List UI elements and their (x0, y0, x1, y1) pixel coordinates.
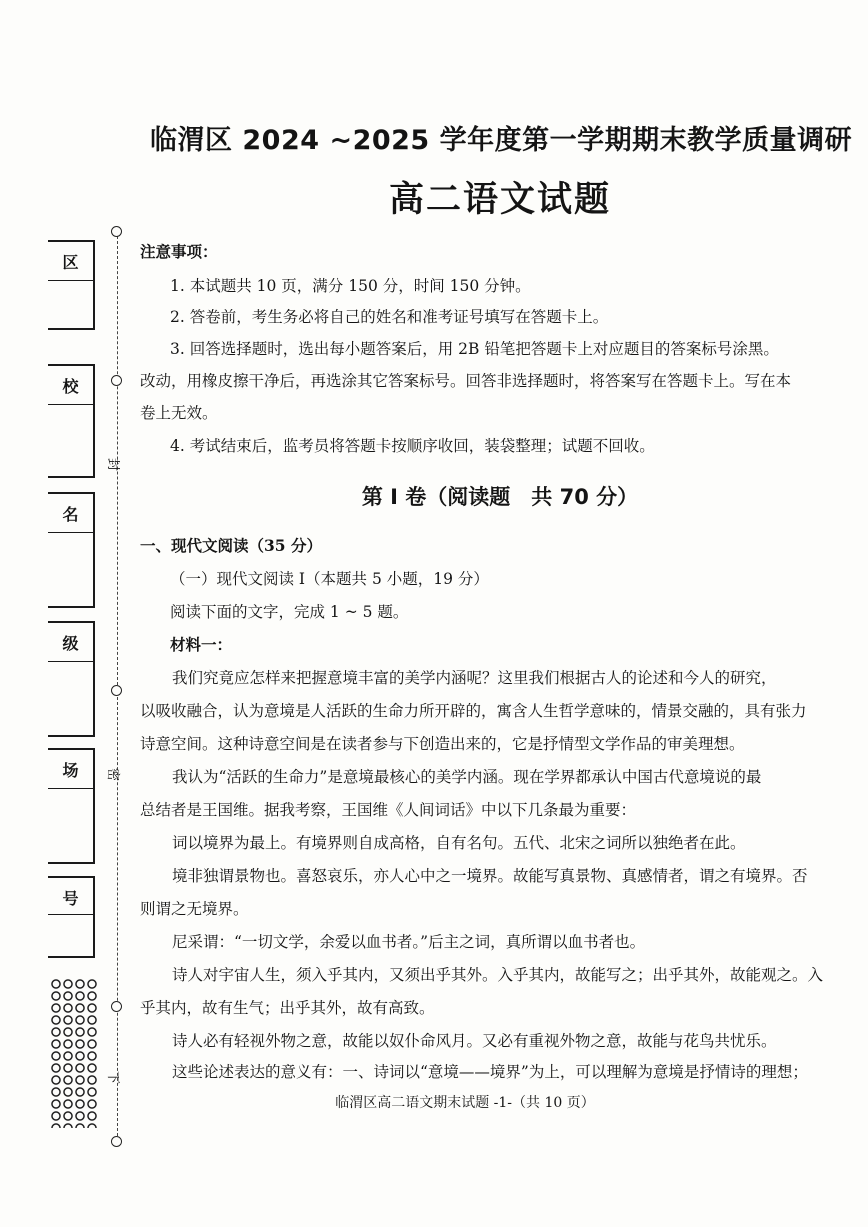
notice-item: 3. 回答选择题时，选出每小题答案后，用 2B 铅笔把答题卡上对应题目的答案标号涂黑。 (170, 340, 779, 358)
passage-line: 我认为“活跃的生命力”是意境最核心的美学内涵。现在学界都承认中国古代意境说的最 (172, 768, 762, 786)
field-label-name: 名 (62, 505, 79, 524)
field-box-edge (93, 621, 95, 737)
seal-circle (111, 1136, 122, 1147)
field-box-edge (93, 876, 95, 958)
notice-heading: 注意事项： (140, 242, 218, 261)
perforation-dots (50, 978, 98, 1128)
field-label-room: 场 (62, 761, 79, 780)
field-divider (48, 788, 93, 789)
passage-line: 我们究竟应怎样来把握意境丰富的美学内涵呢？这里我们根据古人的论述和今人的研究， (172, 669, 777, 687)
section-title: 第 Ⅰ 卷（阅读题 共 70 分） (361, 485, 639, 509)
part-heading: 一、现代文阅读（35 分） (140, 536, 322, 555)
field-box-edge (93, 364, 95, 478)
seal-char-xia: 下 (105, 1070, 121, 1085)
material-label: 材料一： (170, 635, 233, 654)
passage-line: 尼采谓：“一切文学，余爱以血书者。”后主之词，真所谓以血书者也。 (172, 933, 646, 951)
field-label-class: 级 (62, 634, 79, 653)
field-box-edge (93, 492, 95, 608)
field-divider (48, 914, 93, 915)
passage-line: 境非独谓景物也。喜怒哀乐，亦人心中之一境界。故能写真景物、真感情者，谓之有境界。否 (172, 867, 808, 885)
seal-circle (111, 226, 122, 237)
notice-item: 1. 本试题共 10 页，满分 150 分，时间 150 分钟。 (170, 277, 531, 295)
instruction-text: 阅读下面的文字，完成 1 ~ 5 题。 (170, 603, 409, 621)
notice-item: 4. 考试结束后，监考员将答题卡按顺序收回，装袋整理；试题不回收。 (170, 437, 655, 455)
field-label-school: 校 (62, 377, 79, 396)
passage-line: 以吸收融合，认为意境是人活跃的生命力所开辟的，寓含人生哲学意味的，情景交融的，具有张力 (140, 702, 807, 720)
field-label-district: 区 (62, 253, 79, 272)
subpart-heading: （一）现代文阅读 Ⅰ（本题共 5 小题，19 分） (170, 570, 489, 588)
passage-line: 词以境界为最上。有境界则自成高格，自有名句。五代、北宋之词所以独绝者在此。 (172, 834, 746, 852)
notice-item: 卷上无效。 (140, 404, 218, 422)
exam-subject-title: 高二语文试题 (388, 180, 611, 220)
field-divider (48, 404, 93, 405)
seal-char-mi: 密 (105, 767, 121, 782)
passage-line: 这些论述表达的意义有：一、诗词以“意境——境界”为上，可以理解为意境是抒情诗的理想； (172, 1063, 808, 1081)
page-footer: 临渭区高二语文期末试题 -1-（共 10 页） (335, 1095, 595, 1111)
field-label-number: 号 (62, 889, 79, 908)
passage-line: 则谓之无境界。 (140, 900, 249, 918)
passage-line: 诗人对宇宙人生，须入乎其内，又须出乎其外。入乎其内，故能写之；出乎其外，故能观之。入 (172, 966, 824, 984)
seal-circle (111, 375, 122, 386)
exam-header-title: 临渭区 2024 ~2025 学年度第一学期期末教学质量调研 (150, 125, 853, 156)
passage-line: 乎其内，故有生气；出乎其外，故有高致。 (140, 999, 435, 1017)
passage-line: 总结者是王国维。据我考察，王国维《人间词话》中以下几条最为重要： (140, 801, 637, 819)
field-box-edge (93, 748, 95, 864)
field-divider (48, 661, 93, 662)
passage-line: 诗人必有轻视外物之意，故能以奴仆命风月。又必有重视外物之意，故能与花鸟共忧乐。 (172, 1032, 777, 1050)
seal-char-feng: 封 (105, 457, 121, 472)
seal-circle (111, 1001, 122, 1012)
field-box-edge (93, 240, 95, 330)
seal-circle (111, 685, 122, 696)
field-divider (48, 280, 93, 281)
field-divider (48, 532, 93, 533)
notice-item: 2. 答卷前，考生务必将自己的姓名和准考证号填写在答题卡上。 (170, 308, 609, 326)
notice-item: 改动，用橡皮擦干净后，再选涂其它答案标号。回答非选择题时，将答案写在答题卡上。写在本 (140, 372, 792, 390)
passage-line: 诗意空间。这种诗意空间是在读者参与下创造出来的，它是抒情型文学作品的审美理想。 (140, 735, 745, 753)
